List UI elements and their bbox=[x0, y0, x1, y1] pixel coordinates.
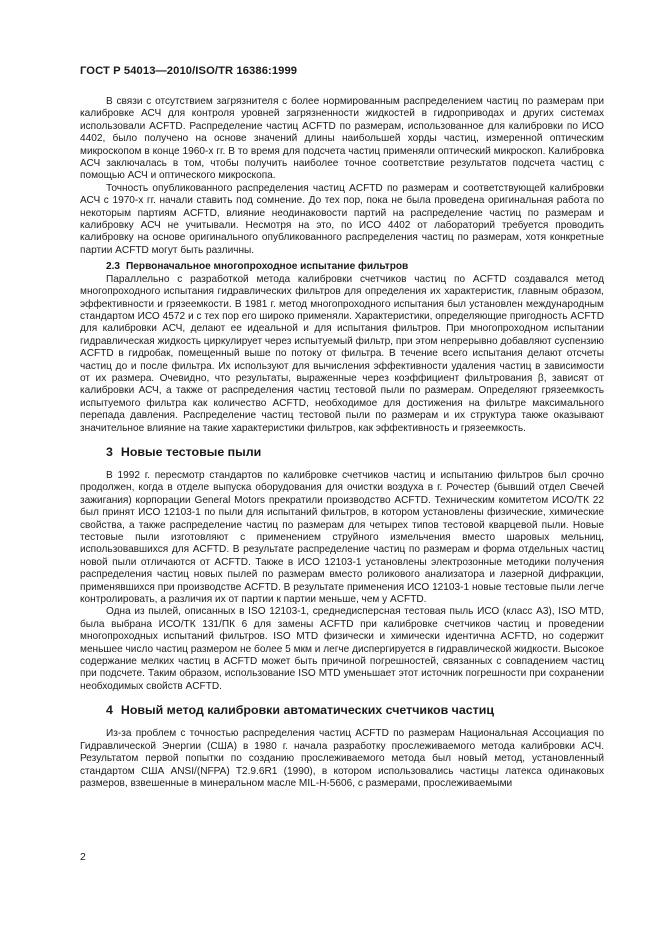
paragraph: Точность опубликованного распределения частиц ACFTD по размерам и соответствующей калибровки АСЧ с 1970-х гг. начали ставить под сомнение. До тех пор, пока не была проведена оригинальная работа по некоторым партиям ACFTD, влияние неодинаковости партий на распределение частиц по размерам и калибровку АСЧ не учитывали. Несмотря на это, по ИСО 4402 от лабораторий требуется проводить калибровку на основе оригинального опубликованного распределения частиц по размерам, хотя конкретные партии ACFTD могут быть различны. bbox=[80, 182, 604, 256]
section-heading bbox=[106, 445, 604, 460]
paragraph: В 1992 г. пересмотр стандартов по калибровке счетчиков частиц и испытанию фильтров был срочно продолжен, когда в отделе выпуска оборудования для очистки воздуха в г. Рочестер (бывший отдел Свечей зажигания) корпорации General Motors прекратили производство ACFTD. Техническим комитетом ИСО/ТК 22 был принят ИСО 12103-1 по пыли для испытаний фильтров, в котором установлены физические, химические свойства, а также распределение частиц по размерам для четырех типов тестовой кварцевой пыли. Новые тестовые пыли изготовляют с применением струйного измельчения вместо шаровых мельниц, использовавшихся для ACFTD. В результате распределение частиц по размерам и форма отдельных частиц новой пыли отличаются от ACFTD. Также в ИСО 12103-1 установлены электрозонные методики получения распределения частиц новых пылей по размерам вместо роликового анализатора и лазерной дифракции, применявшихся при производстве ACFTD. В результате применения ИСО 12103-1 новые тестовые пыли легче контролировать, а различия их от партии к партии меньше, чем у ACFTD. bbox=[80, 469, 604, 606]
paragraph: Параллельно с разработкой метода калибровки счетчиков частиц по ACFTD создавался метод многопроходного испытания гидравлических фильтров для определения их характеристик, главным образом, эффективности и грязеемкости. В 1981 г. метод многопроходного испытания был установлен международным стандартом ИСО 4572 и с тех пор его широко применяли. Характеристики, определяющие пригодность ACFTD для калибровки АСЧ, делают ее идеальной и для испытания фильтров. При многопроходном испытании гидравлическая жидкость циркулирует через испытуемый фильтр, при этом непрерывно добавляют суспензию ACFTD в гидробак, помещенный выше по потоку от фильтра. В течение всего испытания делают отсчеты частиц до и после фильтра. Их используют для вычисления эффективности удаления частиц в зависимости от их размера. Очевидно, что результаты, выраженные через коэффициент фильтрования β, зависят от калибровки АСЧ, а также от распределения частиц тестовой пыли по размерам. Определяют грязеемкость испытуемого фильтра как количество ACFTD, необходимое для достижения на фильтре максимального перепада давления. Распределение частиц тестовой пыли по размерам и их структура также оказывают значительное влияние на такие характеристики фильтров, как эффективность и грязеемкость. bbox=[80, 273, 604, 434]
page-number: 2 bbox=[80, 851, 86, 863]
subsection-heading bbox=[106, 261, 604, 273]
section-number: 4 bbox=[106, 703, 113, 718]
section-number: 3 bbox=[106, 444, 113, 459]
subsection-number: 2.3 bbox=[106, 261, 121, 273]
section-title: Новый метод калибровки автоматических счетчиков частиц bbox=[120, 703, 494, 718]
subsection-title: Первоначальное многопроходное испытание фильтров bbox=[126, 261, 409, 273]
paragraph: Одна из пылей, описанных в ISO 12103-1, среднедисперсная тестовая пыль ИСО (класс А3), ISO MTD, была выбрана ИСО/ТК 131/ПК 6 для замены ACFTD при калибровке счетчиков частиц и проведении многопроходных испытаний фильтров. ISO MTD физически и химически идентична ACFTD, но содержит меньшее число частиц размером не более 5 мкм и легче диспергируется в гидравлической жидкости. Высокое содержание мелких частиц в ACFTD может быть причиной погрешностей, связанных с совпадением частиц при подсчете. Таким образом, использование ISO MTD уменьшает этот источник погрешности при сохранении необходимых свойств ACFTD. bbox=[80, 606, 604, 692]
section-heading bbox=[106, 703, 604, 718]
paragraph: В связи с отсутствием загрязнителя с более нормированным распределением частиц по размерам при калибровке АСЧ для контроля уровней загрязненности жидкостей в гидроприводах и других системах использовали ACFTD. Распределение частиц ACFTD по размерам, использованное для калибровки по ИСО 4402, было получено на основе значений длины наибольшей хорды частиц, измеренной оптическим микроскопом в конце 1960-х гг. В то время для подсчета частиц применяли оптический микроскоп. Калибровка АСЧ заключалась в том, чтобы получить наиболее точное соответствие результатов подсчета частиц с помощью АСЧ и оптического микроскопа. bbox=[80, 96, 604, 182]
section-title: Новые тестовые пыли bbox=[120, 444, 262, 459]
paragraph: Из-за проблем с точностью распределения частиц ACFTD по размерам Национальная Ассоциация по Гидравлической Энергии (США) в 1980 г. начала разработку прослеживаемого метода калибровки АСЧ. Результатом первой попытки по созданию прослеживаемого метода был новый метод, установленный стандартом США ANSI/(NFPA) T2.9.6R1 (1990), в котором использовались частицы латекса одинаковых размеров, взвешенные в минеральном масле MIL-H-5606, с размерами, прослеживаемыми bbox=[80, 728, 604, 789]
standard-header: ГОСТ Р 54013—2010/ISO/TR 16386:1999 bbox=[80, 65, 298, 77]
document-body bbox=[80, 96, 604, 790]
